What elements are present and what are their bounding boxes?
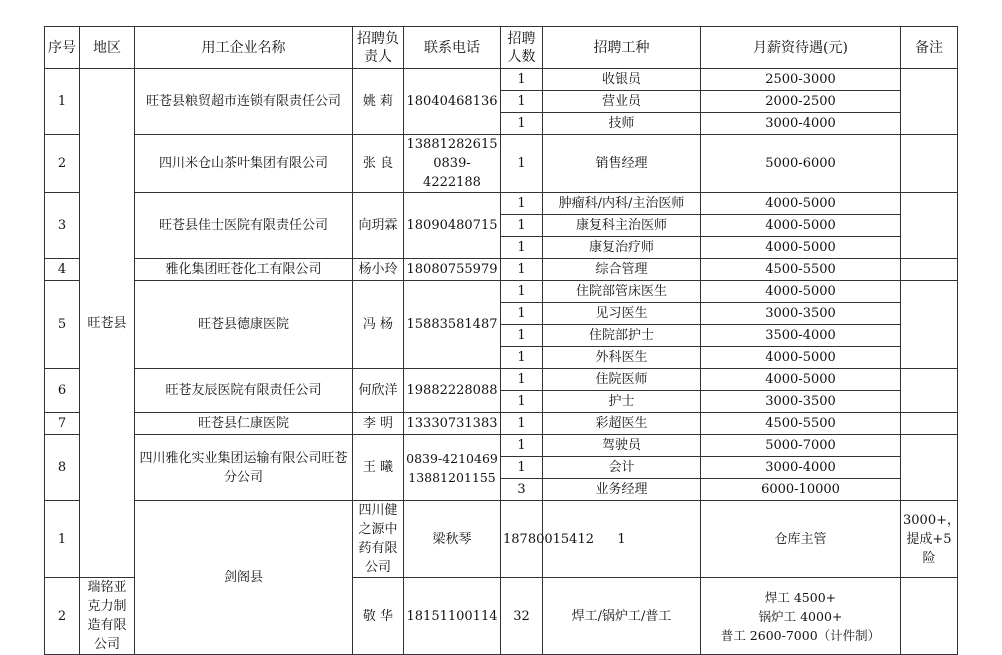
job-position: 康复科主治医师	[543, 215, 701, 237]
table-row	[45, 281, 958, 303]
job-salary: 3000-3500	[701, 391, 901, 413]
phone-number: 18090480715	[404, 193, 501, 259]
job-position: 住院部护士	[543, 325, 701, 347]
row-number: 4	[45, 259, 80, 281]
table-row	[45, 193, 958, 215]
job-count: 1	[501, 281, 543, 303]
job-salary: 4500-5500	[701, 259, 901, 281]
job-salary: 3000-4000	[701, 113, 901, 135]
job-position: 会计	[543, 457, 701, 479]
row-number: 6	[45, 369, 80, 413]
remark-cell	[901, 135, 958, 193]
salary-line: 焊工 4500+	[764, 589, 837, 605]
job-salary: 4000-5000	[701, 347, 901, 369]
row-number: 3	[45, 193, 80, 259]
company-name: 旺苍县粮贸超市连锁有限责任公司	[135, 69, 353, 135]
remark-cell	[901, 193, 958, 259]
header-remark: 备注	[901, 27, 958, 69]
job-salary: 4000-5000	[701, 193, 901, 215]
job-position: 业务经理	[543, 479, 701, 501]
job-position: 营业员	[543, 91, 701, 113]
salary-line: 锅炉工 4000+	[758, 608, 843, 624]
phone-line: 0839-4210469	[406, 450, 498, 466]
job-position: 彩超医生	[543, 413, 701, 435]
job-salary: 3500-4000	[701, 325, 901, 347]
salary-line: 普工 2600-7000（计件制）	[720, 627, 881, 643]
job-position: 销售经理	[543, 135, 701, 193]
table-row	[45, 369, 958, 391]
job-salary: 2500-3000	[701, 69, 901, 91]
row-number: 7	[45, 413, 80, 435]
company-name: 四川雅化实业集团运输有限公司旺苍分公司	[135, 435, 353, 501]
job-salary: 4000-5000	[701, 369, 901, 391]
job-count: 1	[501, 457, 543, 479]
remark-cell	[901, 413, 958, 435]
row-number: 8	[45, 435, 80, 501]
job-position: 见习医生	[543, 303, 701, 325]
job-salary: 4000-5000	[701, 237, 901, 259]
job-salary: 4000-5000	[701, 215, 901, 237]
phone-number: 18780015412	[501, 501, 543, 578]
job-count: 1	[501, 193, 543, 215]
company-name: 四川米仓山茶叶集团有限公司	[135, 135, 353, 193]
job-count: 1	[501, 435, 543, 457]
recruitment-table	[44, 26, 958, 655]
company-name: 旺苍友辰医院有限责任公司	[135, 369, 353, 413]
job-position: 收银员	[543, 69, 701, 91]
phone-number	[404, 435, 501, 501]
job-count: 1	[501, 215, 543, 237]
contact-name: 杨小玲	[353, 259, 404, 281]
phone-line: 13881282615	[406, 137, 498, 152]
job-position: 肿瘤科/内科/主治医师	[543, 193, 701, 215]
job-position: 技师	[543, 113, 701, 135]
job-salary: 3000-3500	[701, 303, 901, 325]
remark-cell	[901, 578, 958, 655]
company-name: 瑞铭亚克力制造有限公司	[80, 578, 135, 655]
job-salary: 4500-5500	[701, 413, 901, 435]
remark-cell	[901, 369, 958, 413]
company-name: 旺苍县仁康医院	[135, 413, 353, 435]
header-region: 地区	[80, 27, 135, 69]
remark-cell	[901, 69, 958, 135]
header-phone: 联系电话	[404, 27, 501, 69]
contact-name: 敬 华	[353, 578, 404, 655]
contact-name: 冯 杨	[353, 281, 404, 369]
header-company: 用工企业名称	[135, 27, 353, 69]
header-contact: 招聘负责人	[353, 27, 404, 69]
job-count: 1	[501, 347, 543, 369]
job-count: 1	[501, 113, 543, 135]
contact-name: 梁秋琴	[404, 501, 501, 578]
phone-line: 13881201155	[408, 469, 496, 485]
job-count: 1	[501, 259, 543, 281]
phone-number: 19882228088	[404, 369, 501, 413]
job-salary	[701, 578, 901, 655]
header-count: 招聘人数	[501, 27, 543, 69]
company-name: 旺苍县德康医院	[135, 281, 353, 369]
row-number: 5	[45, 281, 80, 369]
contact-name: 何欣洋	[353, 369, 404, 413]
company-name: 雅化集团旺苍化工有限公司	[135, 259, 353, 281]
job-salary: 3000-4000	[701, 457, 901, 479]
job-count: 1	[501, 91, 543, 113]
phone-number	[404, 135, 501, 193]
phone-line: 0839-4222188	[423, 156, 481, 190]
job-salary: 3000+，提成+5险	[901, 501, 958, 578]
row-number: 1	[45, 501, 80, 578]
job-position: 外科医生	[543, 347, 701, 369]
job-position: 护士	[543, 391, 701, 413]
row-number: 1	[45, 69, 80, 135]
contact-name: 张 良	[353, 135, 404, 193]
job-position: 康复治疗师	[543, 237, 701, 259]
phone-number: 18151100114	[404, 578, 501, 655]
job-position: 住院医师	[543, 369, 701, 391]
contact-name: 王 曦	[353, 435, 404, 501]
phone-number: 18080755979	[404, 259, 501, 281]
remark-cell	[901, 435, 958, 501]
job-count: 1	[501, 325, 543, 347]
row-number: 2	[45, 578, 80, 655]
row-number: 2	[45, 135, 80, 193]
table-row	[45, 135, 958, 193]
job-salary: 5000-7000	[701, 435, 901, 457]
phone-number: 13330731383	[404, 413, 501, 435]
header-no: 序号	[45, 27, 80, 69]
region-cell: 旺苍县	[80, 69, 135, 578]
contact-name: 向玥霖	[353, 193, 404, 259]
phone-number: 18040468136	[404, 69, 501, 135]
company-name: 旺苍县佳士医院有限责任公司	[135, 193, 353, 259]
header-row	[45, 27, 958, 69]
header-salary: 月薪资待遇(元)	[701, 27, 901, 69]
phone-number: 15883581487	[404, 281, 501, 369]
table-row	[45, 501, 958, 578]
job-position: 住院部管床医生	[543, 281, 701, 303]
job-count: 1	[543, 501, 701, 578]
job-count: 1	[501, 369, 543, 391]
job-position: 焊工/锅炉工/普工	[543, 578, 701, 655]
job-count: 1	[501, 135, 543, 193]
job-salary: 5000-6000	[701, 135, 901, 193]
table-row	[45, 413, 958, 435]
job-count: 1	[501, 303, 543, 325]
region-cell: 剑阁县	[135, 501, 353, 655]
job-position: 仓库主管	[701, 501, 901, 578]
job-salary: 4000-5000	[701, 281, 901, 303]
job-count: 1	[501, 69, 543, 91]
job-salary: 2000-2500	[701, 91, 901, 113]
job-count: 3	[501, 479, 543, 501]
table-row	[45, 69, 958, 91]
table-row	[45, 259, 958, 281]
remark-cell	[901, 281, 958, 369]
job-position: 综合管理	[543, 259, 701, 281]
job-count: 32	[501, 578, 543, 655]
header-position: 招聘工种	[543, 27, 701, 69]
job-position: 驾驶员	[543, 435, 701, 457]
job-count: 1	[501, 391, 543, 413]
remark-cell	[901, 259, 958, 281]
job-count: 1	[501, 237, 543, 259]
table-row	[45, 435, 958, 457]
job-count: 1	[501, 413, 543, 435]
contact-name: 姚 莉	[353, 69, 404, 135]
job-salary: 6000-10000	[701, 479, 901, 501]
company-name: 四川健之源中药有限公司	[353, 501, 404, 578]
contact-name: 李 明	[353, 413, 404, 435]
